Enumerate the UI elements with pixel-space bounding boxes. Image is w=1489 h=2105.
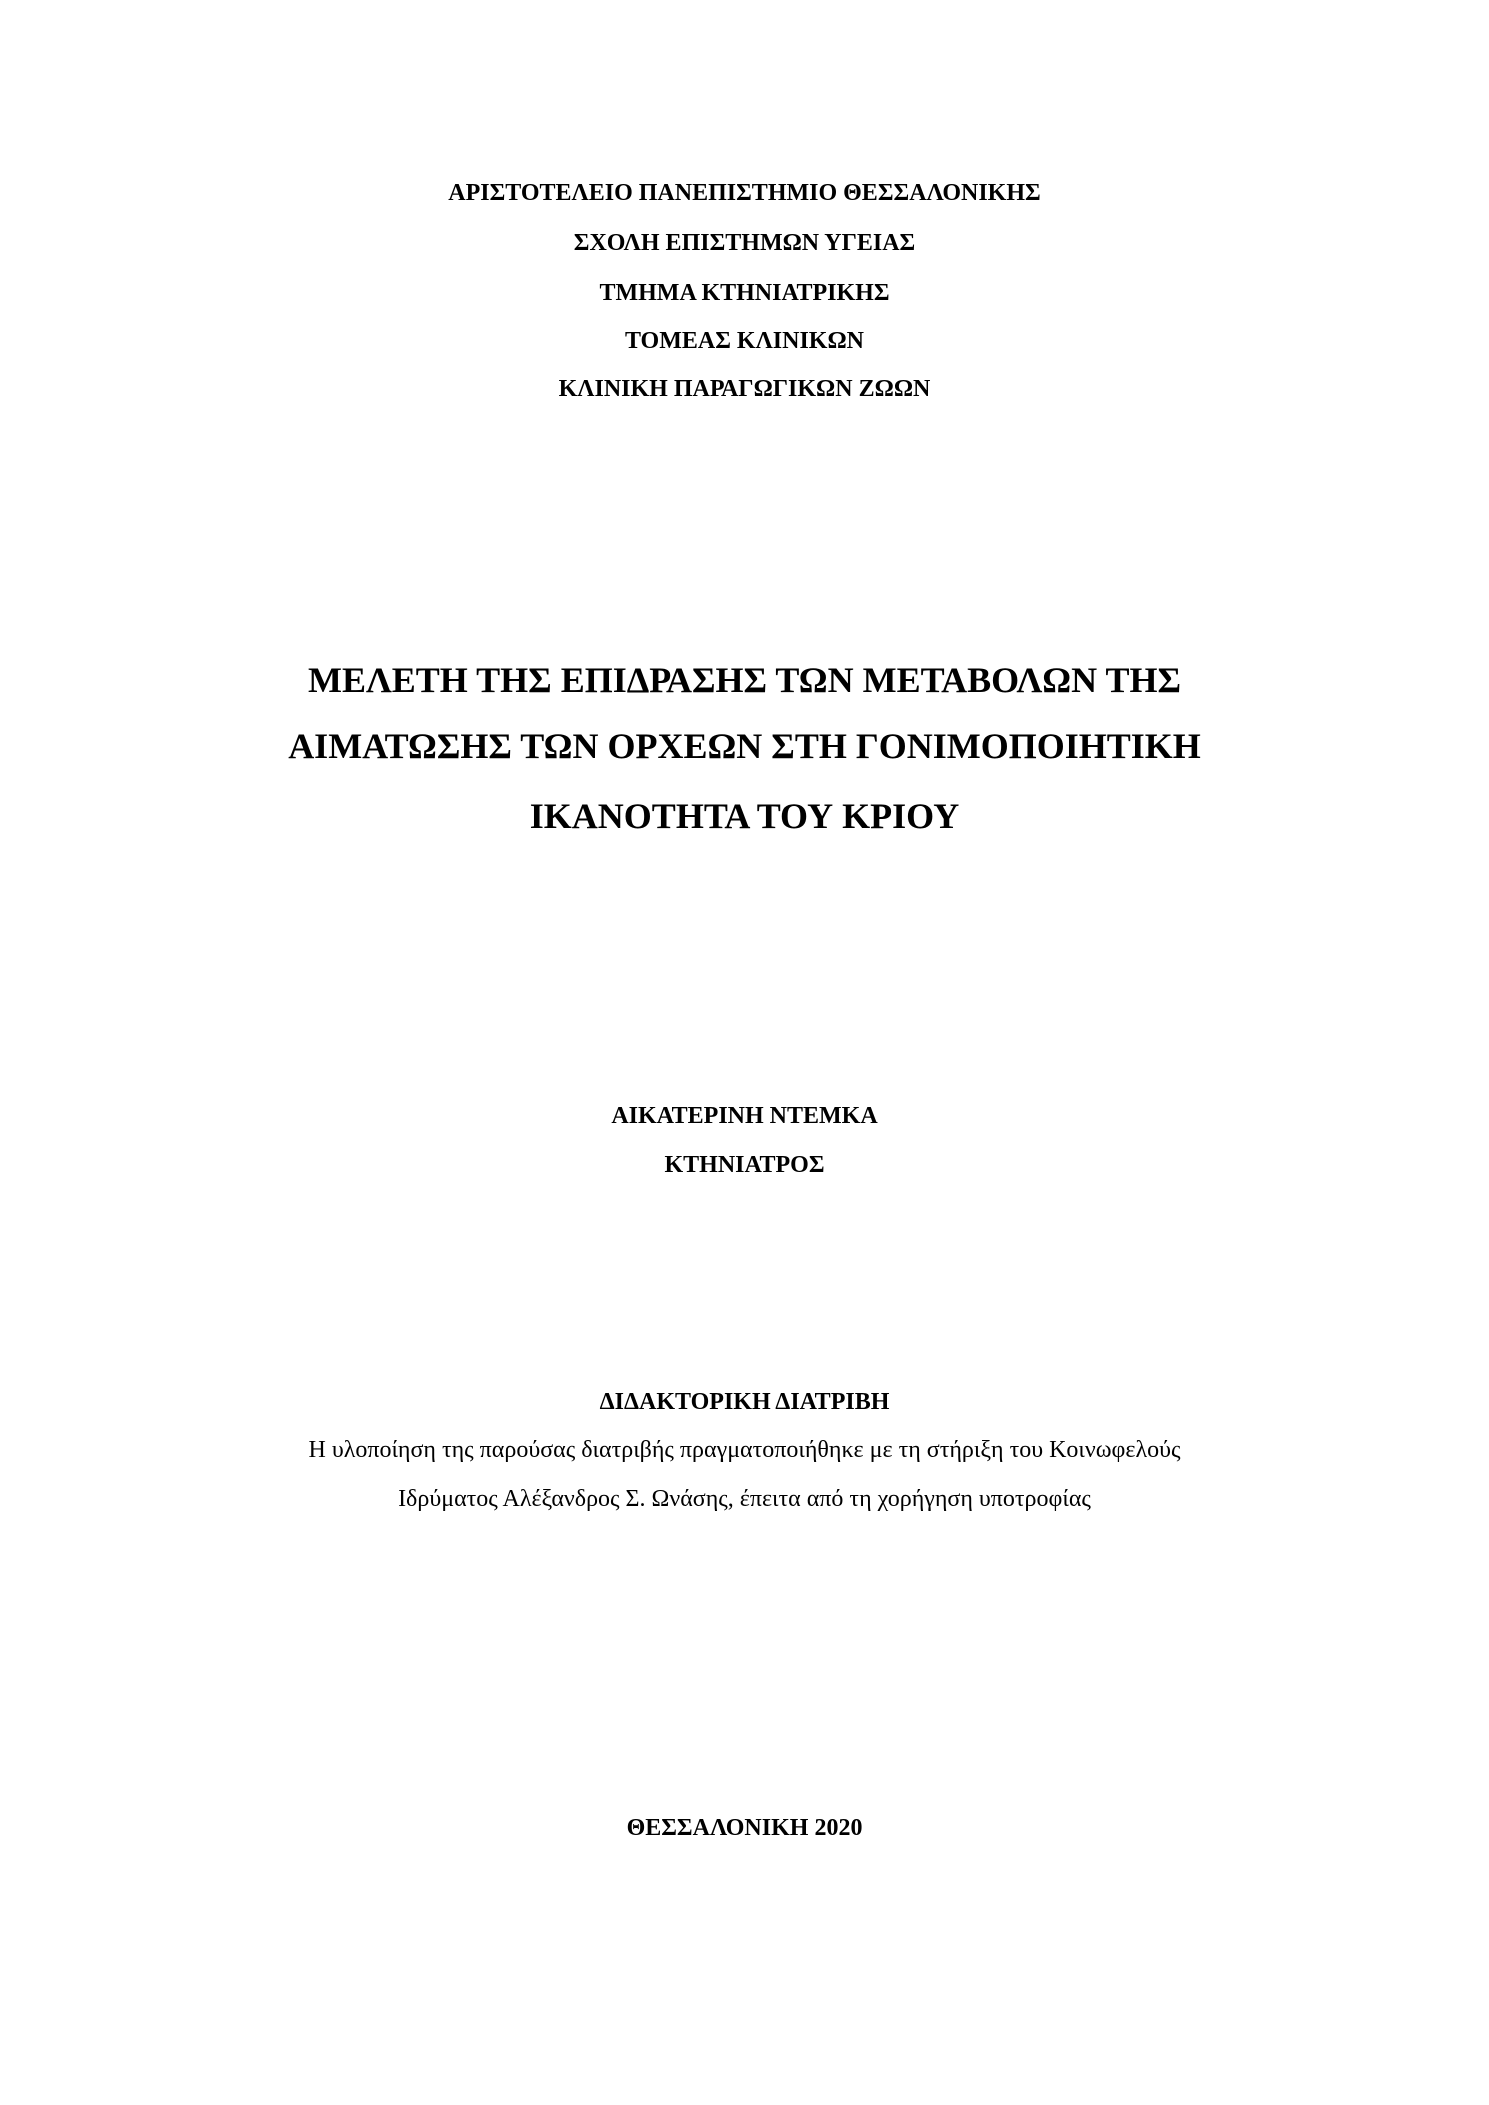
institution-line-school: ΣΧΟΛΗ ΕΠΙΣΤΗΜΩΝ ΥΓΕΙΑΣ xyxy=(573,230,916,256)
thesis-title-line-1: ΜΕΛΕΤΗ ΤΗΣ ΕΠΙΔΡΑΣΗΣ ΤΩΝ ΜΕΤΑΒΟΛΩΝ ΤΗΣ xyxy=(307,660,1182,700)
institution-line-department: ΤΜΗΜΑ ΚΤΗΝΙΑΤΡΙΚΗΣ xyxy=(599,280,890,306)
institution-line-sector: ΤΟΜΕΑΣ ΚΛΙΝΙΚΩΝ xyxy=(624,328,865,354)
funding-statement-line-2: Ιδρύματος Αλέξανδρος Σ. Ωνάσης, έπειτα από τη χορήγηση υποτροφίας xyxy=(398,1486,1091,1512)
institution-line-university: ΑΡΙΣΤΟΤΕΛΕΙΟ ΠΑΝΕΠΙΣΤΗΜΙΟ ΘΕΣΣΑΛΟΝΙΚΗΣ xyxy=(448,180,1041,206)
institution-line-clinic: ΚΛΙΝΙΚΗ ΠΑΡΑΓΩΓΙΚΩΝ ΖΩΩΝ xyxy=(558,376,931,402)
author-name: ΑΙΚΑΤΕΡΙΝΗ ΝΤΕΜΚΑ xyxy=(611,1103,878,1129)
thesis-title-line-3: ΙΚΑΝΟΤΗΤΑ ΤΟΥ ΚΡΙΟΥ xyxy=(529,796,960,836)
author-profession: ΚΤΗΝΙΑΤΡΟΣ xyxy=(664,1152,825,1178)
thesis-type-label: ΔΙΔΑΚΤΟΡΙΚΗ ΔΙΑΤΡΙΒΗ xyxy=(599,1389,890,1415)
place-and-year: ΘΕΣΣΑΛΟΝΙΚΗ 2020 xyxy=(626,1815,863,1841)
funding-statement-line-1: Η υλοποίηση της παρούσας διατριβής πραγματοποιήθηκε με τη στήριξη του Κοινωφελούς xyxy=(308,1437,1181,1463)
thesis-title-line-2: ΑΙΜΑΤΩΣΗΣ ΤΩΝ ΟΡΧΕΩΝ ΣΤΗ ΓΟΝΙΜΟΠΟΙΗΤΙΚΗ xyxy=(288,726,1201,766)
